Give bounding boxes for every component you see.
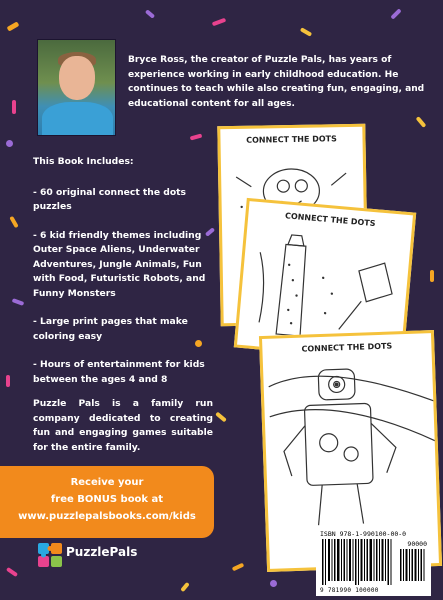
confetti <box>9 216 18 228</box>
confetti <box>300 27 312 36</box>
author-bio: Bryce Ross, the creator of Puzzle Pals, has years of experience working in early childhood education. He continues to teach while also creating fun, engaging, and educational content for all ages. <box>128 55 425 109</box>
confetti <box>6 140 13 147</box>
confetti <box>7 21 20 31</box>
confetti <box>12 298 25 306</box>
sample-page-title: CONNECT THE DOTS <box>246 134 337 145</box>
includes-item: - Large print pages that make coloring easy <box>33 316 188 342</box>
barcode-digits: 9 781990 100000 <box>320 587 379 594</box>
company-description: Puzzle Pals is a family run company dedicated to creating fun and engaging games suitable for the entire family. <box>33 398 213 453</box>
confetti <box>6 375 10 387</box>
isbn-text: ISBN 978-1-990100-00-0 <box>320 530 407 538</box>
confetti <box>145 9 155 18</box>
author-photo <box>37 39 116 136</box>
confetti <box>215 412 227 423</box>
barcode <box>316 527 431 596</box>
banner-line: free BONUS book at <box>50 494 164 505</box>
confetti <box>190 134 203 141</box>
confetti <box>180 582 189 592</box>
confetti <box>6 567 18 577</box>
confetti <box>390 8 401 19</box>
bonus-url[interactable]: www.puzzlepalsbooks.com/kids <box>18 511 196 522</box>
barcode-addon: 90000 <box>407 540 427 548</box>
barcode-bars <box>316 527 431 596</box>
confetti <box>416 116 427 128</box>
banner-line: Receive your <box>70 477 144 488</box>
includes-item: - 60 original connect the dots puzzles <box>33 186 187 212</box>
includes-heading: This Book Includes: <box>33 156 134 167</box>
includes-item: - 6 kid friendly themes including Outer Space Aliens, Underwater Adventures, Jungle Animals, Fun with Food, Futuristic Robots, and Funny Monsters <box>33 229 206 299</box>
sample-page-title: CONNECT THE DOTS <box>301 341 393 354</box>
confetti <box>270 580 277 587</box>
book-includes-section <box>33 155 213 401</box>
sample-page-title: CONNECT THE DOTS <box>284 211 376 229</box>
brand-name: PuzzlePals <box>66 545 138 559</box>
bonus-book-banner[interactable] <box>0 466 214 538</box>
includes-item: - Hours of entertainment for kids between the ages 4 and 8 <box>33 359 205 385</box>
confetti <box>232 563 245 572</box>
confetti <box>212 18 227 27</box>
puzzle-piece-icon <box>36 541 64 569</box>
confetti <box>12 100 16 114</box>
confetti <box>430 270 434 282</box>
